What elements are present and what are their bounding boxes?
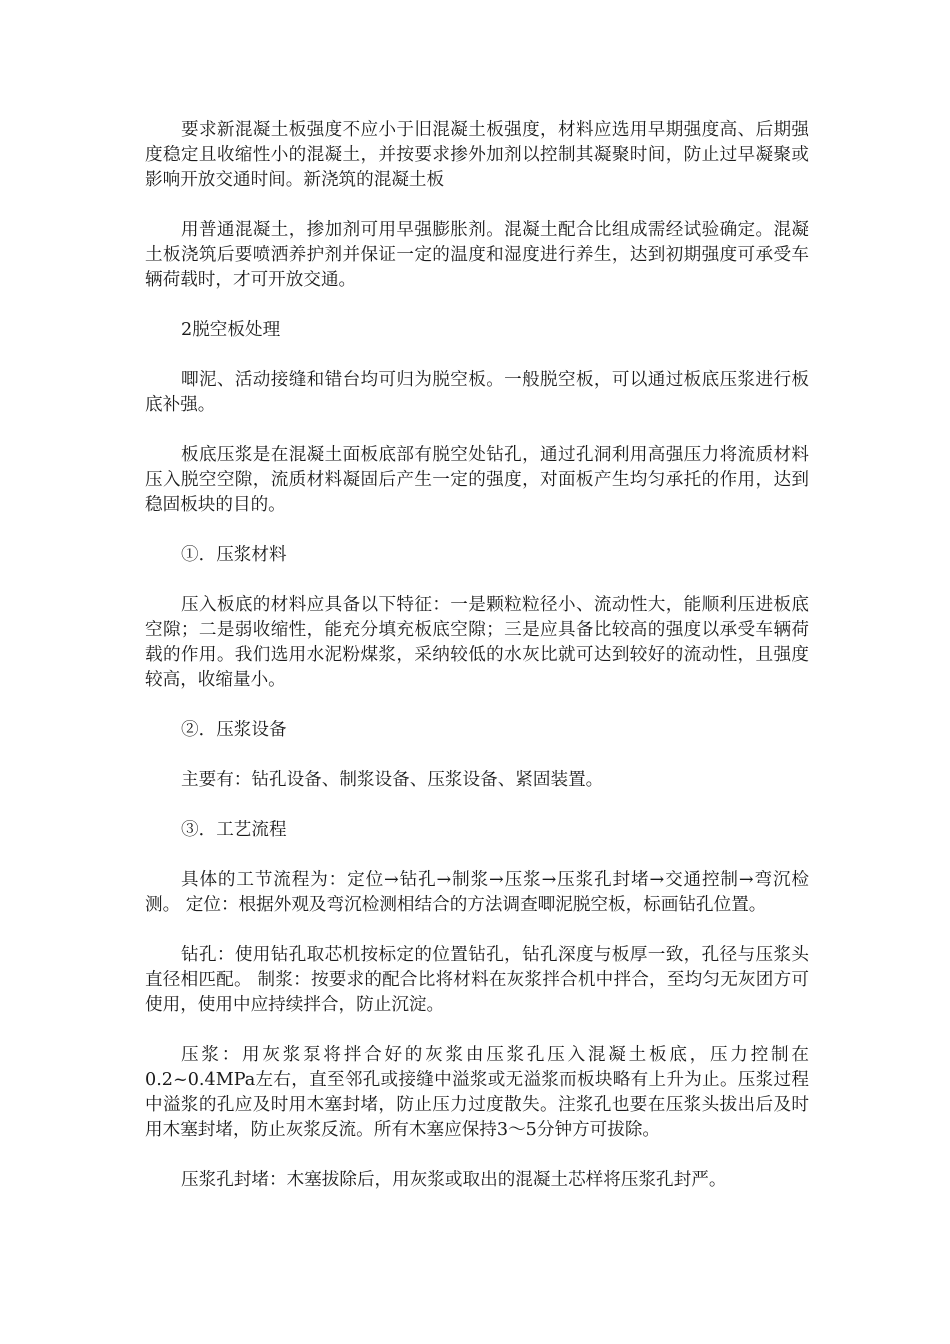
paragraph-drilling-mixing: 钻孔：使用钻孔取芯机按标定的位置钻孔，钻孔深度与板厚一致，孔径与压浆头直径相匹配。 制浆：按要求的配合比将材料在灰浆拌合机中拌合，至均匀无灰团方可使用，使用中应持续拌合，防止沉淀。 xyxy=(145,945,809,1015)
paragraph-grout-equipment: 主要有：钻孔设备、制浆设备、压浆设备、紧固装置。 xyxy=(181,770,604,790)
paragraph-slab-grouting: 板底压浆是在混凝土面板底部有脱空处钻孔，通过孔洞利用高强压力将流质材料压入脱空空隙，流质材料凝固后产生一定的强度，对面板产生均匀承托的作用，达到稳固板块的目的。 xyxy=(145,445,809,515)
paragraph-hole-sealing: 压浆孔封堵：木塞拔除后，用灰浆或取出的混凝土芯样将压浆孔封严。 xyxy=(181,1170,727,1190)
document-body xyxy=(145,118,809,1218)
heading-process-flow: ③．工艺流程 xyxy=(181,820,287,840)
paragraph-new-slab-requirements: 要求新混凝土板强度不应小于旧混凝土板强度，材料应选用早期强度高、后期强度稳定且收缩性小的混凝土，并按要求掺外加剂以控制其凝聚时间，防止过早凝聚或影响开放交通时间。新浇筑的混凝土板 xyxy=(145,120,809,190)
heading-void-slab-treatment: 2脱空板处理 xyxy=(181,320,281,340)
paragraph-process-flow: 具体的工节流程为：定位→钻孔→制浆→压浆→压浆孔封堵→交通控制→弯沉检测。 定位：根据外观及弯沉检测相结合的方法调查唧泥脱空板，标画钻孔位置。 xyxy=(145,870,809,915)
paragraph-grout-material: 压入板底的材料应具备以下特征：一是颗粒粒径小、流动性大，能顺利压进板底空隙；二是弱收缩性，能充分填充板底空隙；三是应具备比较高的强度以承受车辆荷载的作用。我们选用水泥粉煤浆，采纳较低的水灰比就可达到较好的流动性，且强度较高，收缩量小。 xyxy=(145,595,809,690)
paragraph-grouting: 压浆：用灰浆泵将拌合好的灰浆由压浆孔压入混凝土板底，压力控制在0.2~0.4MPa左右，直至邻孔或接缝中溢浆或无溢浆而板块略有上升为止。压浆过程中溢浆的孔应及时用木塞封堵，防止压力过度散失。注浆孔也要在压浆头拔出后及时用木塞封堵，防止灰浆反流。所有木塞应保持3～5分钟方可拔除。 xyxy=(145,1045,809,1140)
paragraph-void-slab-definition: 唧泥、活动接缝和错台均可归为脱空板。一般脱空板，可以通过板底压浆进行板底补强。 xyxy=(145,370,809,415)
paragraph-ordinary-concrete: 用普通混凝土，掺加剂可用早强膨胀剂。混凝土配合比组成需经试验确定。混凝土板浇筑后要喷洒养护剂并保证一定的温度和湿度进行养生，达到初期强度可承受车辆荷载时，才可开放交通。 xyxy=(145,220,809,290)
heading-grout-material: ①．压浆材料 xyxy=(181,545,287,565)
heading-grout-equipment: ②．压浆设备 xyxy=(181,720,287,740)
